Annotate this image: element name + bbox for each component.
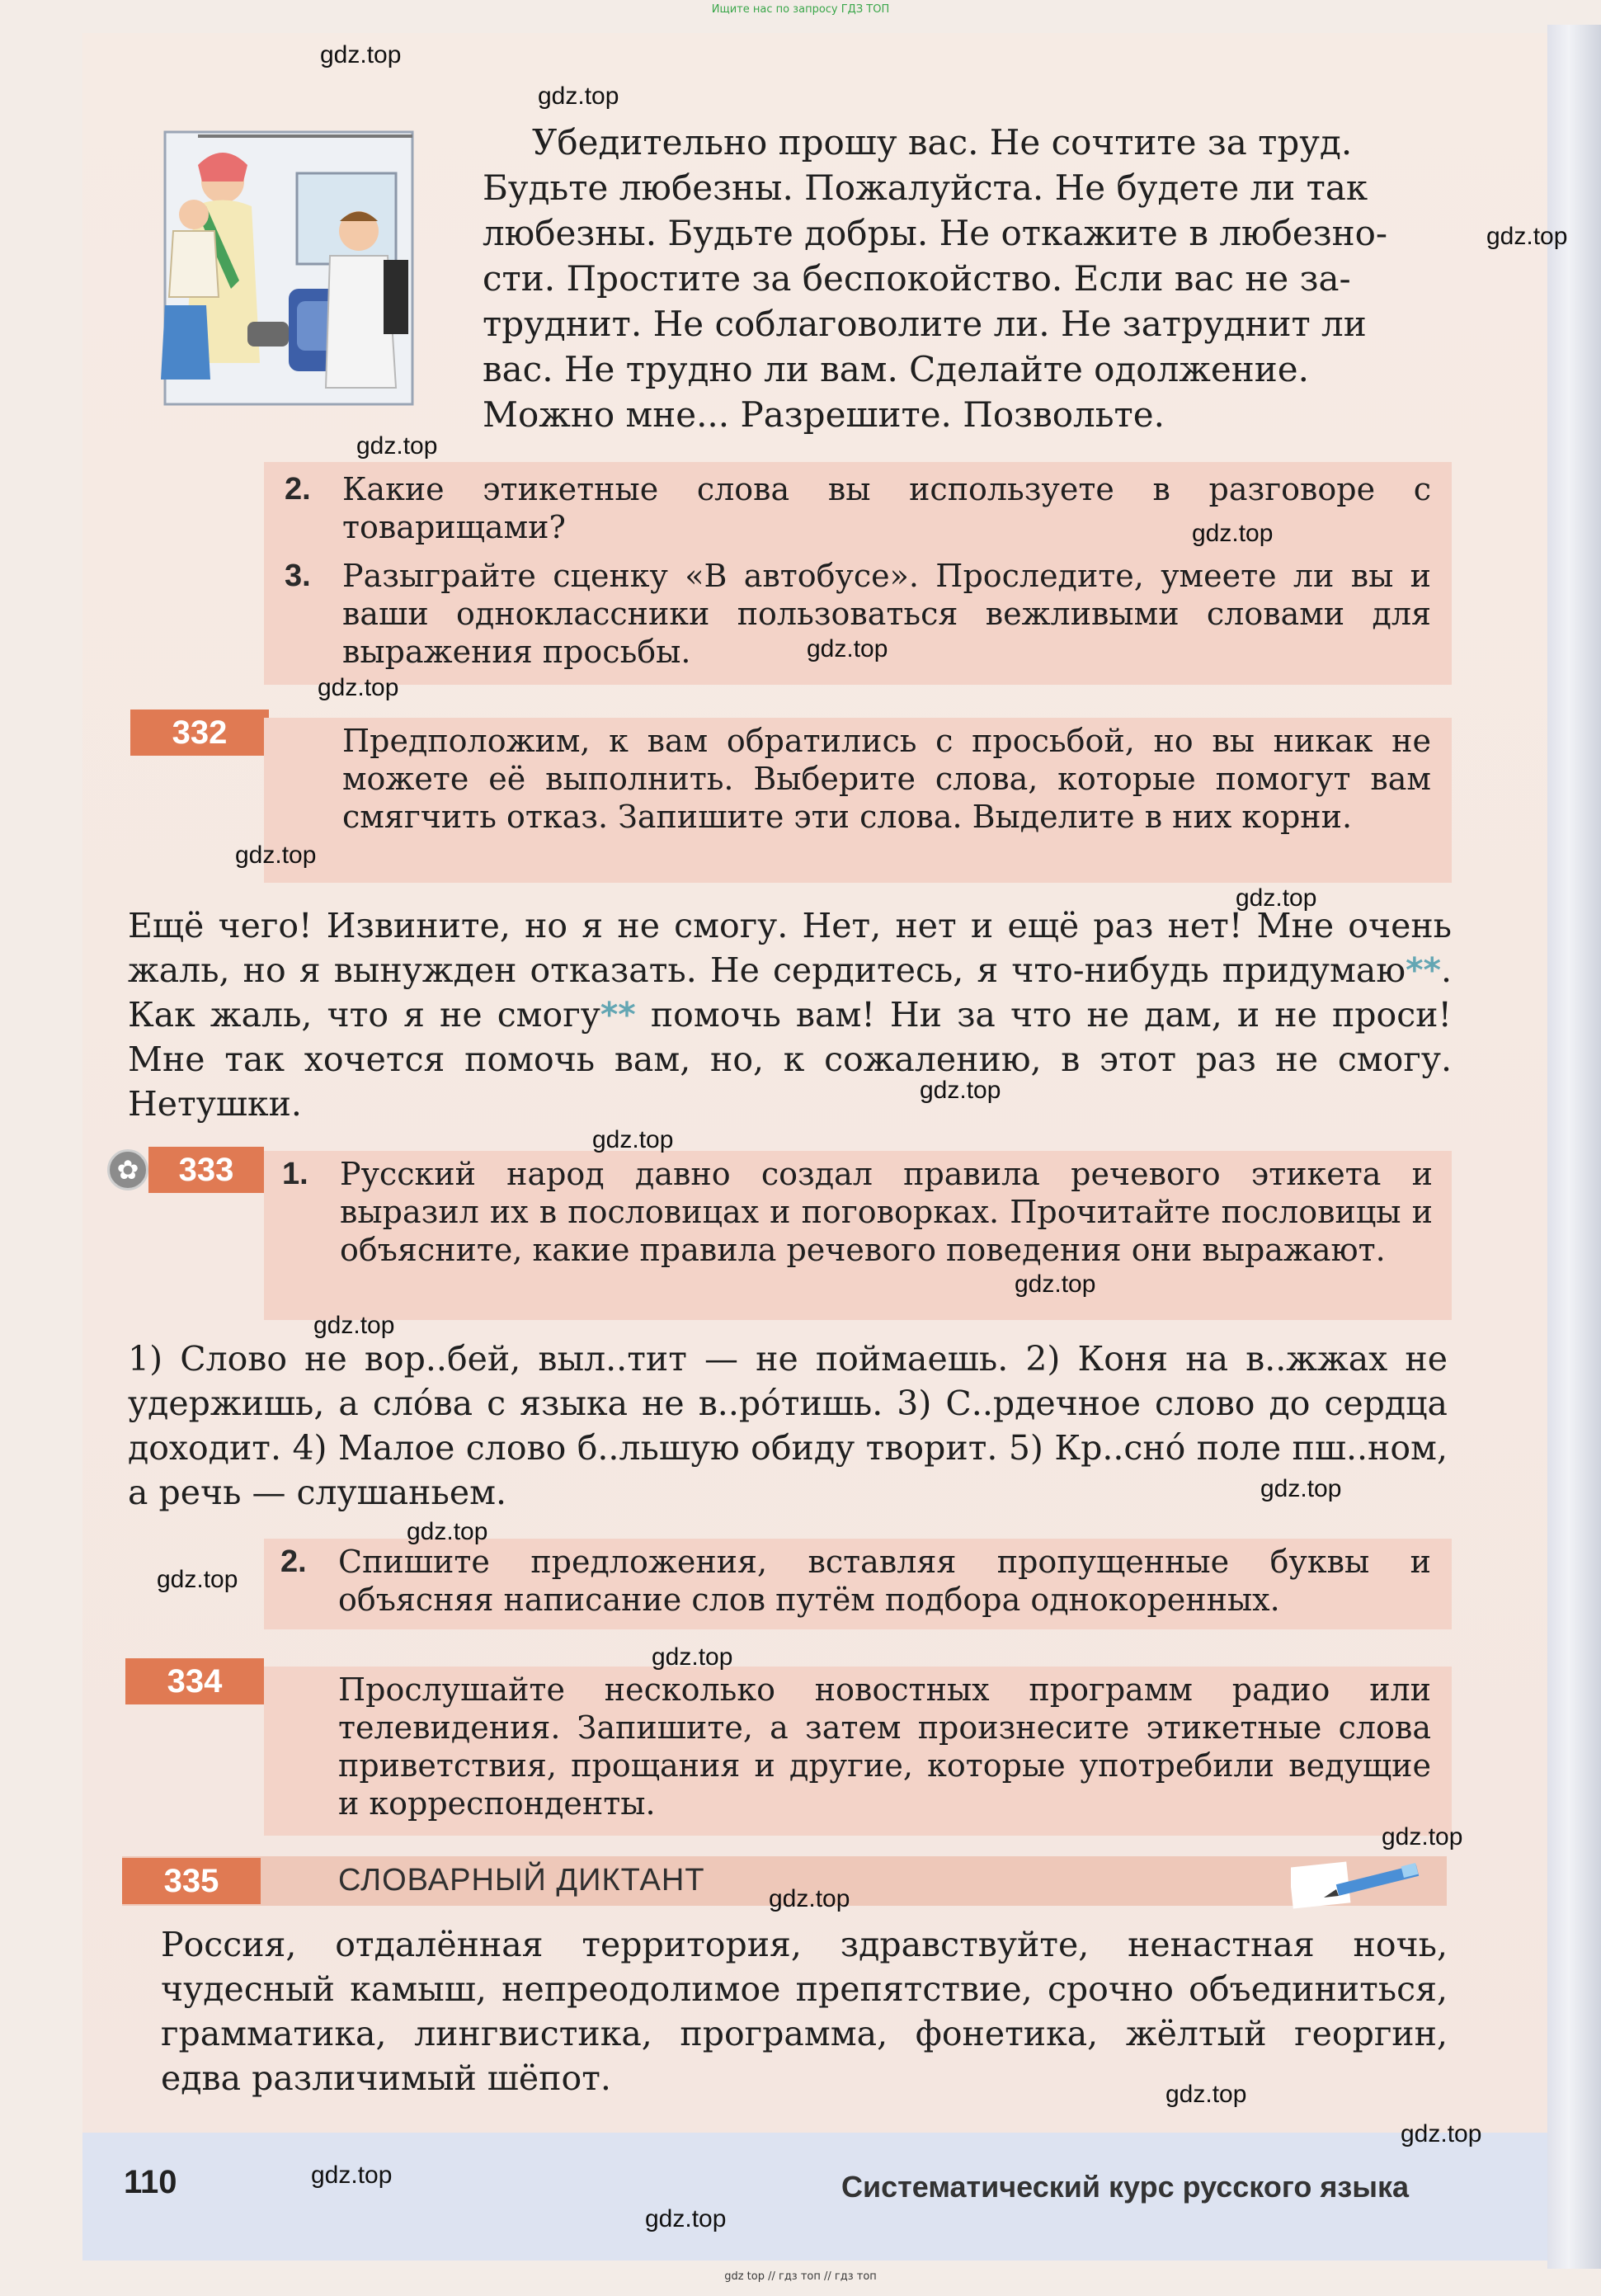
task-334-instruction: Прослушайте несколько новостных программ радио или телевидения. Запишите, а затем произнесите этикетные слова приветствия, прощания и другие, которые употребили ведущие и корреспонденты. [338,1671,1431,1822]
watermark: gdz.top [1236,884,1317,912]
task-335-number: 335 [122,1858,261,1904]
watermark: gdz.top [652,1643,733,1671]
watermark: gdz.top [645,2205,727,2232]
task-333-question-2 [280,1543,1431,1619]
watermark: gdz.top [538,83,619,110]
task-335-title: СЛОВАРНЫЙ ДИКТАНТ [338,1863,705,1898]
passage-text: Ещё чего! Извините, но я не смогу. Нет, нет и ещё раз нет! Мне очень жаль, но я вынужден отказать. Не сердитесь, я что-нибудь придумаю [128,906,1452,990]
intro-line: сти. Простите за беспокойство. Если вас не за- [483,258,1351,299]
watermark: gdz.top [1382,1823,1463,1850]
watermark: gdz.top [311,2162,393,2189]
passage-text: помочь вам! Ни за что не дам, и не проси! Мне так хочется помочь вам, но, к сожалению, в этот раз не смогу. Нетушки. [128,995,1452,1124]
task-333-proverbs: 1) Слово не вор..бей, выл..тит — не поймаешь. 2) Коня на в..жжах не удержишь, а сло́ва с языка не в..ро́тишь. 3) С..рдечное слово до сердца доходит. 4) Малое слово б..льшую обиду творит. 5) Кр..сно́ поле пш..ном, а речь — слушаньем. [128,1339,1448,1512]
task-332-number: 332 [130,710,269,756]
watermark: gdz.top [356,432,438,460]
question-text: Какие этикетные слова вы используете в разговоре с товарищами? [342,471,1431,545]
double-asterisk-mark: ** [1406,950,1441,990]
task-335-text: Россия, отдалённая территория, здравствуйте, ненастная ночь, чудесный камыш, непреодолимое препятствие, срочно объединиться, грамматика, лингвистика, программа, фонетика, жёлтый георгин, едва различимый шёпот. [161,1925,1448,2098]
intro-line: любезны. Будьте добры. Не откажите в любезно- [483,213,1388,253]
question-text: Разыграйте сценку «В автобусе». Проследите, умеете ли вы и ваши одноклассники пользоваться вежливыми словами для выражения просьбы. [342,558,1431,670]
watermark: gdz.top [1165,2081,1247,2108]
watermark: gdz.top [1486,223,1568,250]
watermark: gdz.top [920,1077,1001,1104]
task-333-number: 333 [148,1147,264,1193]
pencil-icon [1291,1858,1423,1909]
flower-icon [107,1149,148,1190]
intro-line: вас. Не трудно ли вам. Сделайте одолжение. [483,349,1309,389]
task-334-number: 334 [125,1658,264,1704]
intro-text [483,120,1452,437]
page-edge [1547,25,1601,2269]
watermark: gdz.top [769,1885,850,1912]
watermark: gdz.top [157,1566,238,1593]
watermark: gdz.top [318,674,399,701]
watermark: gdz.top [1401,2120,1482,2147]
question-number: 2. [280,1544,307,1579]
course-title: Систематический курс русского языка [841,2170,1410,2204]
bus-scene-illustration [148,116,421,421]
page-number: 110 [124,2164,177,2200]
question-number: 2. [285,472,311,507]
watermark: gdz.top [1015,1271,1096,1298]
watermark: gdz.top [1192,520,1274,547]
bottom-links[interactable]: gdz top // гдз топ // гдз топ [724,2270,877,2283]
task-333-question-1 [282,1155,1433,1269]
question-number: 3. [285,559,311,593]
top-banner[interactable]: Ищите нас по запросу ГДЗ ТОП [711,3,890,16]
question-text: Спишите предложения, вставляя пропущенные буквы и объясняя написание слов путём подбора однокоренных. [338,1544,1431,1618]
question-number: 1. [282,1157,308,1191]
watermark: gdz.top [407,1518,488,1545]
task-332-instruction: Предположим, к вам обратились с просьбой, но вы никак не можете её выполнить. Выберите слова, которые помогут вам смягчить отказ. Запишите эти слова. Выделите в них корни. [342,723,1431,835]
watermark: gdz.top [592,1126,674,1153]
watermark: gdz.top [235,842,317,869]
intro-line: труднит. Не соблаговолите ли. Не затруднит ли [483,304,1367,344]
double-asterisk-mark: ** [600,995,636,1035]
watermark: gdz.top [807,635,888,662]
watermark: gdz.top [1260,1475,1342,1502]
watermark: gdz.top [320,41,402,68]
watermark: gdz.top [313,1312,395,1339]
passage-text: . Как жаль, что я не смогу [128,950,1452,1035]
task-332-passage [128,903,1452,1126]
intro-line: Убедительно прошу вас. Не сочтите за труд. [532,122,1353,163]
intro-line: Будьте любезны. Пожалуйста. Не будете ли так [483,167,1368,208]
question-text: Русский народ давно создал правила речевого этикета и выразил их в пословицах и поговорках. Прочитайте пословицы и объясните, какие правила речевого поведения они выражают. [340,1156,1433,1268]
intro-line: Можно мне... Разрешите. Позвольте. [483,394,1165,435]
